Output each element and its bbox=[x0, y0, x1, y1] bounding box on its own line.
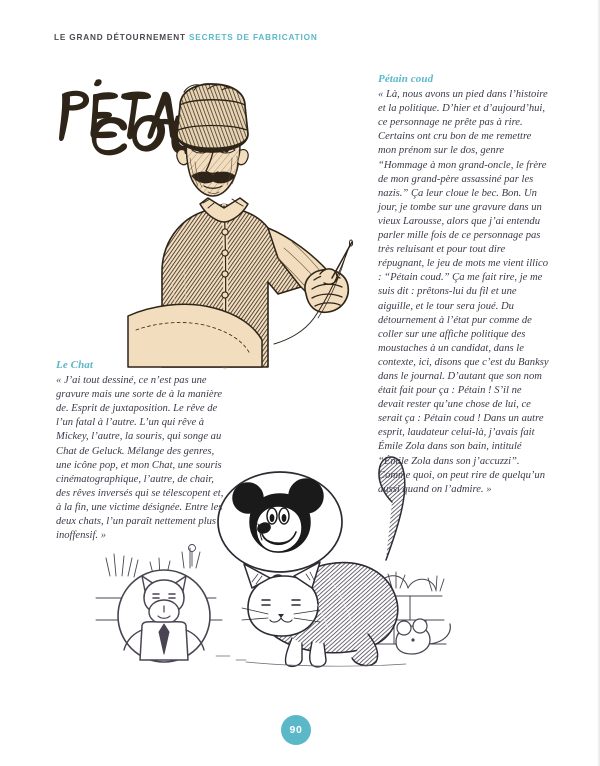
petain-sewing-illustration bbox=[128, 72, 363, 367]
column-left bbox=[56, 358, 224, 543]
heading-le-chat: Le Chat bbox=[56, 359, 94, 371]
running-head-book-title: LE GRAND DÉTOURNEMENT bbox=[54, 33, 186, 42]
heading-petain-coud: Pétain coud bbox=[378, 73, 434, 85]
running-head bbox=[54, 33, 318, 42]
body-text-petain-coud: « Là, nous avons un pied dans l’histoire et la politique. D’hier et d’aujourd’hui, ce personnage ne prête pas à rire. Certains ont cru bon de me remettre mon prénom sur le dos, genre “Hommage à mon grand-oncle, le frère de mon grand-père assassiné par les nazis.” Ça leur cloue le bec. Bon. Un jour, je tombe sur une gravure dans un vieux Larousse, alors que j’ai entendu parler mille fois de ce personnage pas très reluisant et pour tout dire répugnant, le jeu de mots me vient illico : “Pétain coud.” Ça me fait rire, je me suis dit : prêtons-lui du fil et une aiguille, et le tour sera joué. Du détournement à l’état pur comme de coller sur une affiche politique des moustaches à un candidat, dans le contexte, ici, disons que c’est du Banksy dans le journal. D’autant que son nom était fait pour ça : Pétain ! S’il ne devait rester qu’une chose de lui, ce serait ça : Pétain coud ! Dans un autre esprit, laudateur celui-là, j’avais fait Émile Zola dans son bain, intitulé “Émile Zola dans son j’accuzzi”. Comme quoi, on peut rire de quelqu’un aussi quand on l’admire. » bbox=[378, 89, 549, 495]
body-text-le-chat: « J’ai tout dessiné, ce n’est pas une gravure mais une sorte de à la manière de. Esprit de juxtaposition. Le rêve de l’un fatal à l’autre. L’un qui rêve à Mickey, l’autre, la souris, qui songe au Chat de Geluck. Mélange des genres, une icône pop, et mon Chat, une souris cinématographique, l’autre, de chair, des rêves inversés qui se télescopent et, à la fin, une victime désignée. Entre les deux chats, l’un paraît nettement plus inoffensif. » bbox=[56, 375, 224, 542]
running-head-section: SECRETS DE FABRICATION bbox=[189, 33, 318, 42]
column-right bbox=[378, 72, 550, 497]
page-number-badge: 90 bbox=[281, 715, 311, 745]
